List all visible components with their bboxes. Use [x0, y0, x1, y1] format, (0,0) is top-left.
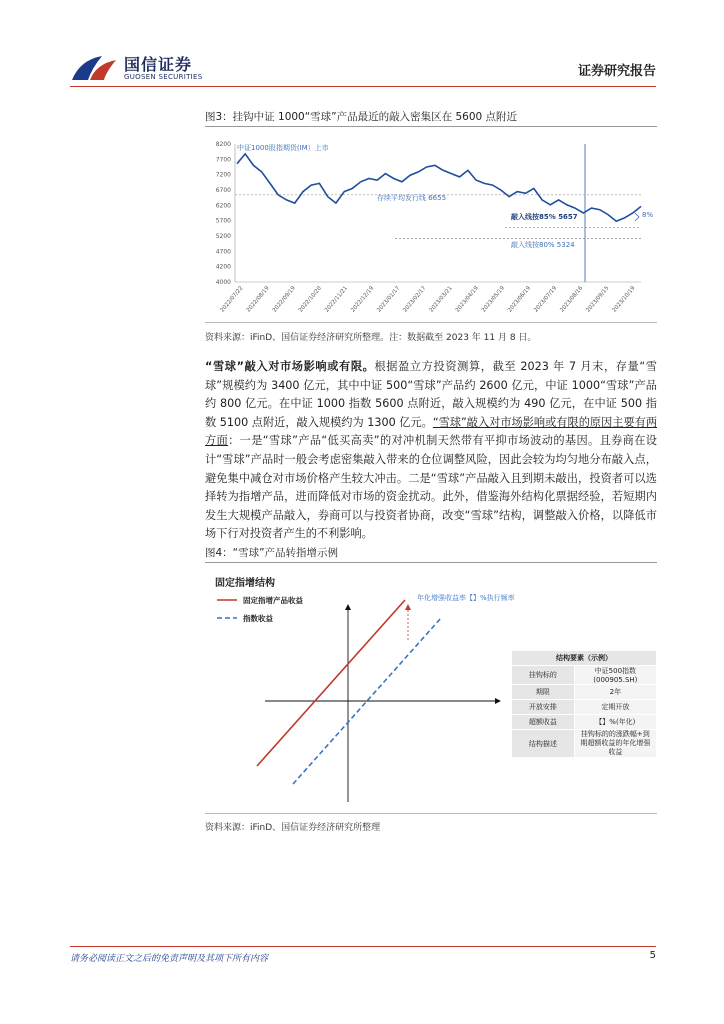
chart-grid — [235, 144, 641, 282]
table-row: 超额收益 【】%(年化) — [512, 715, 657, 730]
x-tick-label: 2022/11/21 — [324, 285, 350, 314]
annotation-pct: 8% — [642, 211, 654, 219]
figure3-line-chart — [205, 130, 657, 320]
x-tick-label: 2022/09/19 — [271, 285, 297, 314]
x-tick-label: 2023/03/21 — [428, 285, 454, 314]
x-tick-label: 2023/02/17 — [402, 285, 428, 314]
y-tick-label: 6200 — [215, 202, 231, 210]
figure3-top-rule — [205, 126, 657, 127]
figure3-source: 资料来源：iFinD、国信证券经济研究所整理。注：数据截至 2023 年 11 月 8 日。 — [205, 333, 537, 343]
y-tick-label: 5200 — [215, 233, 231, 240]
x-tick-label: 2023/07/19 — [533, 285, 559, 314]
figure3-bottom-rule — [205, 322, 657, 323]
x-tick-label: 2023/08/16 — [559, 285, 585, 314]
figure4-title: 固定指增结构 — [215, 578, 275, 589]
table-row: 开放安排 定期开放 — [512, 700, 657, 715]
pct-arrow-icon — [635, 213, 639, 221]
y-tick-label: 6700 — [215, 187, 231, 194]
paragraph-text-2: ：一是“雪球”产品“低买高卖”的对冲机制天然带有平抑市场波动的基因。且券商在设计“雪球”产品时一般会考虑密集敲入带来的仓位调整风险，因此会较为均匀地分布敲入点，避免集中减仓对市场价格产生较大冲击。二是“雪球”产品敲入且到期未敲出，投资者可以选择转为指增产品，进而降低对市场的资金扰动。此外，借鉴海外结构化票据经验，若短期内发生大规模产品敲入，券商可以与投资者协商，改变“雪球”结构，调整敲入价格，以降低市场下行对投资者产生的不利影响。 — [205, 434, 657, 541]
x-tick-label: 2023/10/19 — [611, 285, 637, 314]
figure3-caption: 图3：挂钩中证 1000“雪球”产品最近的敲入密集区在 5600 点附近 — [205, 111, 518, 123]
table-row: 结构描述 挂钩标的的涨跌幅+到期超额收益的年化增强收益 — [512, 730, 657, 758]
x-tick-label: 2023/04/19 — [454, 285, 480, 314]
index-series-line — [237, 154, 641, 221]
y-tick-label: 5700 — [215, 217, 231, 225]
spread-annotation: 年化增强收益率【】%执行频率 — [417, 594, 515, 602]
table-row: 挂钩标的 中证500指数(000905.SH) — [512, 666, 657, 685]
y-tick-label: 7700 — [215, 156, 231, 164]
spread-arrow-icon — [405, 604, 411, 610]
legend-dashed-label: 指数收益 — [243, 614, 273, 623]
page-number: 5 — [649, 950, 656, 961]
legend-solid-label: 固定指增产品收益 — [243, 596, 303, 605]
x-tick-label: 2023/05/19 — [480, 285, 506, 314]
x-tick-label: 2023/09/15 — [585, 285, 611, 314]
x-tick-label: 2023/01/17 — [376, 285, 402, 314]
x-tick-label: 2022/10/20 — [297, 285, 323, 314]
figure4-bottom-rule — [205, 813, 657, 814]
logo-english-name: GUOSEN SECURITIES — [124, 73, 203, 81]
y-axis-ticks — [216, 141, 231, 286]
figure4-panel — [205, 566, 657, 811]
figure4-caption: 图4：“雪球”产品转指增示例 — [205, 547, 339, 559]
x-tick-label: 2022/08/19 — [245, 285, 271, 314]
y-axis-arrow-icon — [345, 604, 351, 610]
x-axis-ticks — [220, 285, 637, 314]
footer-divider — [70, 946, 656, 947]
spec-table-header: 结构要素（示例） — [512, 651, 657, 666]
paragraph-underlined: “雪球”敲入对市场影响或有限的原因主要有两方面 — [205, 415, 658, 448]
annotation-avg-issue: 存续平均发行线 6655 — [377, 194, 447, 202]
y-tick-label: 4200 — [215, 263, 231, 271]
structure-spec-table — [511, 650, 657, 758]
paragraph-text-1: 根据盈立方投资测算，截至 2023 年 7 月末，存量“雪球”规模约为 3400 亿元，其中中证 500“雪球”产品约 2600 亿元，中证 1000“雪球”产品约 800 亿元。在中证 1000 指数 5600 点附近，敲入规模约为 490 亿元，在中证 500 指数 5100 点附近，敲入规模约为 1300 亿元。 — [205, 360, 657, 429]
annotation-launch: 中证1000股指期货(IM）上市 — [237, 144, 329, 152]
x-tick-label: 2022/12/19 — [350, 285, 376, 314]
y-tick-label: 7200 — [215, 171, 231, 179]
annotation-knock-in-80: 敲入线按80% 5324 — [511, 241, 575, 249]
y-tick-label: 4700 — [215, 248, 231, 256]
figure4-top-rule — [205, 562, 657, 563]
body-paragraph — [205, 358, 657, 544]
annotation-knock-in-85: 敲入线按85% 5657 — [511, 213, 578, 221]
figure4-source: 资料来源：iFinD、国信证券经济研究所整理 — [205, 823, 381, 833]
y-tick-label: 4000 — [215, 279, 231, 286]
y-tick-label: 8200 — [215, 141, 231, 148]
logo-chinese-name: 国信证券 — [124, 55, 193, 74]
table-row: 期限 2年 — [512, 685, 657, 700]
header-divider — [70, 86, 656, 87]
paragraph-lead: “雪球”敲入对市场影响或有限。 — [205, 360, 375, 373]
x-axis-arrow-icon — [495, 698, 501, 704]
footer-disclaimer: 请务必阅读正文之后的免责声明及其项下所有内容 — [70, 954, 269, 964]
report-type-label: 证券研究报告 — [577, 64, 656, 79]
x-tick-label: 2022/07/22 — [219, 285, 245, 314]
x-tick-label: 2023/06/19 — [507, 285, 532, 314]
